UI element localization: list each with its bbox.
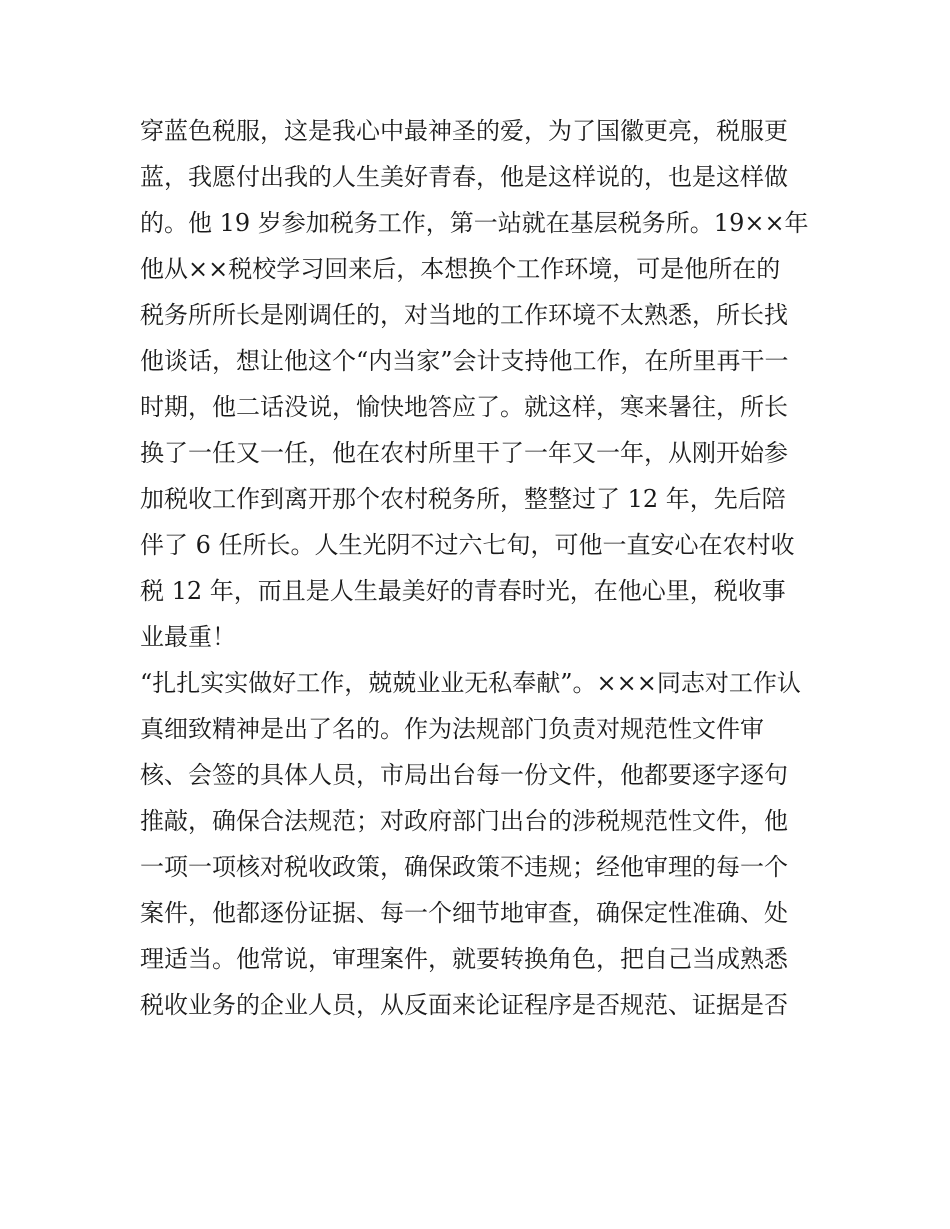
text-line: 推敲，确保合法规范；对政府部门出台的涉税规范性文件，他 (140, 807, 788, 835)
text-line: 他谈话，想让他这个“内当家”会计支持他工作，在所里再干一 (140, 347, 789, 375)
text-line: 穿蓝色税服，这是我心中最神圣的爱，为了国徽更亮，税服更 (140, 117, 788, 145)
text-line: 换了一任又一任，他在农村所里干了一年又一年，从刚开始参 (140, 439, 788, 467)
text-line: 加税收工作到离开那个农村税务所，整整过了 12 年，先后陪 (140, 485, 786, 513)
text-line: 理适当。他常说，审理案件，就要转换角色，把自己当成熟悉 (140, 945, 788, 973)
text-line: “扎扎实实做好工作，兢兢业业无私奉献”。×××同志对工作认 (140, 669, 801, 697)
text-line: 税 12 年，而且是人生最美好的青春时光，在他心里，税收事 (140, 577, 786, 605)
text-line: 业最重！ (140, 623, 236, 651)
text-line: 时期，他二话没说，愉快地答应了。就这样，寒来暑往，所长 (140, 393, 788, 421)
text-line: 核、会签的具体人员，市局出台每一份文件，他都要逐字逐句 (140, 761, 788, 789)
text-line: 伴了 6 任所长。人生光阴不过六七旬，可他一直安心在农村收 (140, 531, 795, 559)
text-line: 案件，他都逐份证据、每一个细节地审查，确保定性准确、处 (140, 899, 788, 927)
body-text (140, 108, 812, 1028)
text-line: 的。他 19 岁参加税务工作，第一站就在基层税务所。19××年 (140, 209, 809, 237)
text-line: 真细致精神是出了名的。作为法规部门负责对规范性文件审 (140, 715, 764, 743)
text-line: 蓝，我愿付出我的人生美好青春，他是这样说的，也是这样做 (140, 163, 788, 191)
text-line: 他从××税校学习回来后，本想换个工作环境，可是他所在的 (140, 255, 781, 283)
text-line: 一项一项核对税收政策，确保政策不违规；经他审理的每一个 (140, 853, 788, 881)
text-line: 税务所所长是刚调任的，对当地的工作环境不太熟悉，所长找 (140, 301, 788, 329)
text-line: 税收业务的企业人员，从反面来论证程序是否规范、证据是否 (140, 991, 788, 1019)
